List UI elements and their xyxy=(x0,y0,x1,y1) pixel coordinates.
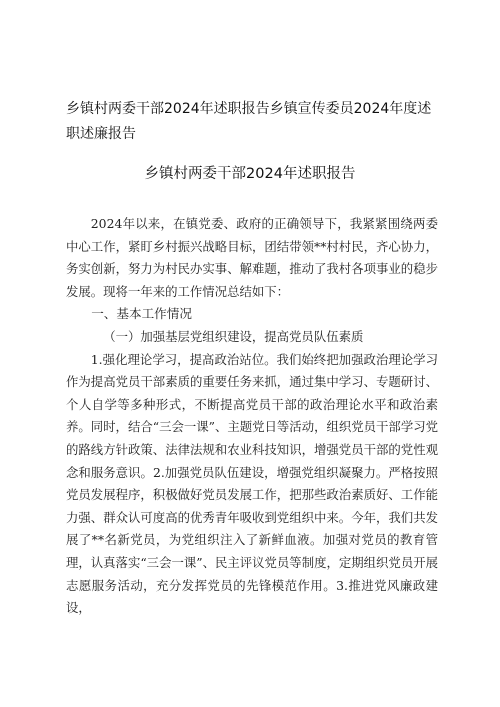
subsection-heading: （一）加强基层党组织建设，提高党员队伍素质 xyxy=(103,328,364,344)
body-paragraph: 1.强化理论学习，提高政治站位。我们始终把加强政治理论学习作为提高党员干部素质的重要任务来抓，通过集中学习、专题研讨、个人自学等多种形式，不断提高党员干部的政治理论水平和政治素养。同时，结合“三会一课”、主题党日等活动，组织党员干部学习党的路线方针政策、法律法规和农业科技知识，增强党员干部的党性观念和服务意识。2.加强党员队伍建设，增强党组织凝聚力。严格按照党员发展程序，积极做好党员发展工作，把那些政治素质好、工作能力强、群众认可度高的优秀青年吸收到党组织中来。今年，我们共发展了**名新党员，为党组织注入了新鲜血液。加强对党员的教育管理，认真落实“三会一课”、民主评议党员等制度，定期组织党员开展志愿服务活动，充分发挥党员的先锋模范作用。3.推进党风廉政建设， xyxy=(66,351,438,616)
section-heading: 一、基本工作情况 xyxy=(91,306,192,322)
document-header-title: 乡镇村两委干部2024年述职报告乡镇宣传委员2024年度述职述廉报告 xyxy=(66,101,432,142)
intro-paragraph: 2024年以来，在镇党委、政府的正确领导下，我紧紧围绕两委中心工作，紧盯乡村振兴战略目标，团结带领**村村民，齐心协力，务实创新，努力为村民办实事、解难题，推动了我村各项事业的稳步发展。现将一年来的工作情况总结如下： xyxy=(66,216,438,299)
report-title: 乡镇村两委干部2024年述职报告 xyxy=(144,166,356,182)
report-body xyxy=(66,213,438,620)
